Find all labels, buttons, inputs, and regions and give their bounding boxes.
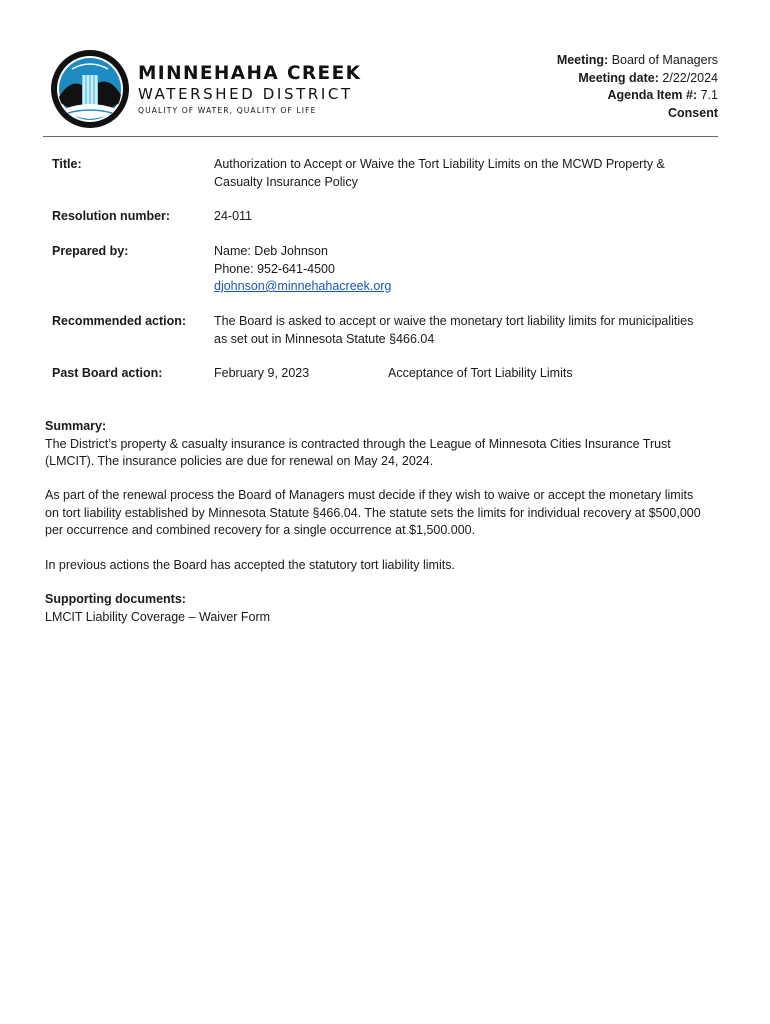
- preparer-email-link[interactable]: djohnson@minnehahacreek.org: [214, 279, 392, 293]
- meeting-line: [557, 52, 718, 70]
- district-logo: [50, 49, 362, 129]
- supporting-documents-section: [45, 591, 725, 626]
- agenda-item-line: [557, 87, 718, 105]
- recommended-action-line: The Board is asked to accept or waive the monetary tort liability limits for municipalities: [214, 314, 694, 328]
- header-divider: [43, 136, 718, 137]
- meeting-date-value: 2/22/2024: [662, 70, 718, 85]
- supporting-document-item: LMCIT Liability Coverage – Waiver Form: [45, 609, 271, 624]
- supporting-documents-heading: Supporting documents:: [45, 592, 186, 606]
- summary-line: As part of the renewal process the Board of Managers must decide if they wish to waive or accept the monetary limits: [45, 488, 694, 502]
- past-board-action-label: Past Board action:: [52, 366, 163, 380]
- summary-paragraph-previous: [45, 557, 725, 575]
- agenda-category: [557, 105, 718, 123]
- preparer-phone: Phone: 952-641-4500: [214, 261, 335, 276]
- summary-section: [45, 418, 725, 471]
- summary-heading: Summary:: [45, 419, 107, 433]
- agenda-item-value: 7.1: [700, 88, 718, 102]
- meeting-info: [557, 52, 718, 122]
- summary-line: (LMCIT). The insurance policies are due for renewal on May 24, 2024.: [45, 454, 434, 468]
- summary-line: per occurrence and combined recovery for a single occurrence at $1,500.000.: [45, 523, 476, 537]
- summary-line: on tort liability established by Minnesota Statute §466.04. The statute sets the limits for individual recovery at $500,000: [45, 505, 701, 520]
- past-action-date: February 9, 2023: [214, 366, 310, 380]
- recommended-action-label: Recommended action:: [52, 314, 187, 328]
- agenda-item-label: Agenda Item #:: [607, 88, 698, 102]
- summary-paragraph-renewal: [45, 487, 725, 540]
- logo-name-line: MINNEHAHA CREEK: [138, 63, 362, 84]
- recommended-action-line: as set out in Minnesota Statute §466.04: [214, 331, 435, 346]
- prepared-by-label: Prepared by:: [52, 244, 129, 258]
- recommended-action-value: [214, 313, 720, 348]
- title-line: Casualty Insurance Policy: [214, 174, 358, 189]
- meeting-label: Meeting:: [556, 53, 609, 67]
- agenda-category-value: Consent: [668, 105, 718, 120]
- title-label: Title:: [52, 157, 82, 171]
- summary-line: The District’s property & casualty insurance is contracted through the League of Minnesota Cities Insurance Trust: [45, 436, 671, 451]
- summary-line: In previous actions the Board has accepted the statutory tort liability limits.: [45, 558, 455, 572]
- preparer-name: Name: Deb Johnson: [214, 244, 328, 258]
- summary-paragraph: [45, 436, 725, 471]
- resolution-label: Resolution number:: [52, 209, 171, 223]
- meeting-date-label: Meeting date:: [578, 70, 659, 85]
- past-action-description: Acceptance of Tort Liability Limits: [388, 366, 573, 380]
- title-line: Authorization to Accept or Waive the Tort Liability Limits on the MCWD Property &: [214, 157, 665, 171]
- logo-tagline: QUALITY OF WATER, QUALITY OF LIFE: [138, 106, 317, 115]
- meeting-value: Board of Managers: [611, 53, 718, 67]
- resolution-value: 24-011: [214, 209, 252, 223]
- meeting-date-line: [557, 70, 718, 88]
- past-board-action-value: [214, 365, 720, 383]
- logo-district-line: WATERSHED DISTRICT: [138, 85, 353, 103]
- prepared-by-value: [214, 243, 720, 296]
- summary-paragraph: [45, 487, 725, 540]
- waterfall-emblem-icon: [50, 49, 130, 129]
- title-value: [214, 156, 720, 191]
